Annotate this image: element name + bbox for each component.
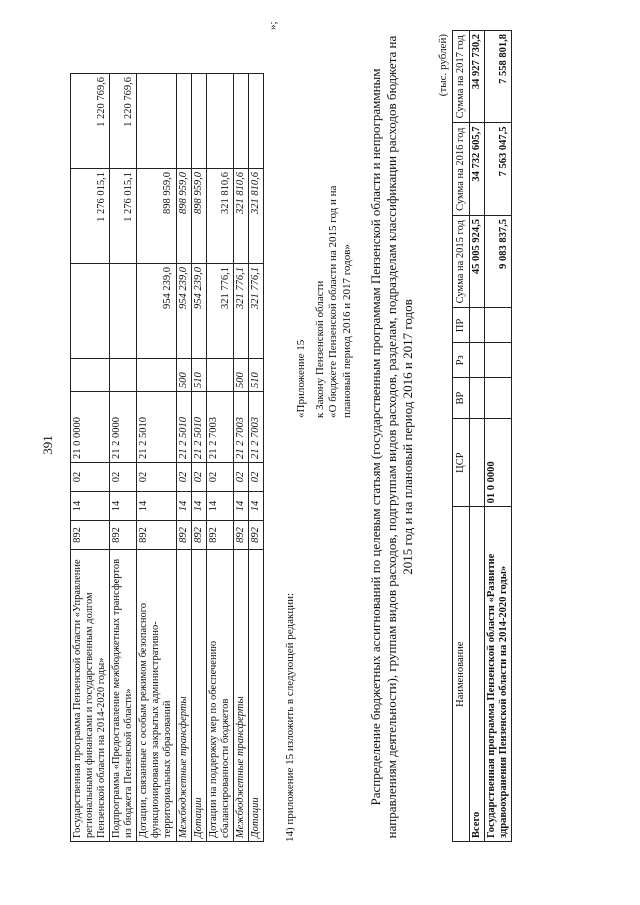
target-article-code: 21 2 5010 [137, 392, 176, 463]
section-code: 14 [137, 492, 176, 521]
subsection-code: 02 [233, 463, 248, 492]
table-row [191, 74, 206, 842]
admin-code: 892 [110, 521, 137, 550]
section-code [485, 343, 512, 378]
amount-2016: 1 276 015,1 [110, 169, 137, 264]
amount-2015 [71, 264, 110, 359]
amount-2015: 954 239,0 [191, 264, 206, 359]
amount-2017: 1 220 769,6 [110, 74, 137, 169]
col-header-csr: ЦСР [453, 418, 470, 506]
amendment-instruction: 14) приложение 15 изложить в следующей редакции: [284, 592, 296, 842]
appendix-line: «Приложение 15 [295, 339, 307, 418]
col-header-vr: ВР [453, 378, 470, 419]
amount-2017: 34 927 730,2 [470, 31, 485, 124]
amount-2017 [176, 74, 191, 169]
document-title: Распределение бюджетных ассигнований по целевым статьям (государственным программам Пензенской области и непрограммным направлениям деятельности), группам видов расходов, подгруппам видов расходов, разделам, подразделам классификации расходов бюджета на 2015 год и на плановый период 2016 и 2017 годов [368, 35, 415, 839]
target-article-code: 01 0 0000 [485, 418, 512, 506]
units-label: (тыс. рублей) [437, 34, 449, 97]
target-article-code: 21 2 5010 [176, 392, 191, 463]
table-row [71, 74, 110, 842]
table-row [110, 74, 137, 842]
row-name: Дотации [248, 550, 263, 842]
expense-type-code: 500 [233, 359, 248, 392]
appendix-header [295, 186, 354, 418]
subsection-code: 02 [248, 463, 263, 492]
expense-type-code: 500 [176, 359, 191, 392]
amount-2016: 34 732 605,7 [470, 123, 485, 215]
subsection-code: 02 [110, 463, 137, 492]
col-header-pr: ПР [453, 308, 470, 343]
section-code: 14 [110, 492, 137, 521]
amount-2016: 321 810,6 [233, 169, 248, 264]
subsection-code [470, 308, 485, 343]
amount-2016: 321 810,6 [206, 169, 233, 264]
rotated-page-content [40, 21, 600, 860]
target-article-code [470, 418, 485, 506]
row-name: Межбюджетные трансферты [233, 550, 248, 842]
col-header-name: Наименование [453, 507, 470, 842]
row-name: Государственная программа Пензенской области «Управление региональными финансами и государственным долгом Пензенской области на 2014-2020 годы» [71, 550, 110, 842]
admin-code: 892 [191, 521, 206, 550]
row-name: Дотации [191, 550, 206, 842]
table-header-row [453, 31, 470, 842]
col-header-2015: Сумма на 2015 год [453, 215, 470, 307]
expense-type-code: 510 [248, 359, 263, 392]
amount-2015: 321 776,1 [206, 264, 233, 359]
col-header-rz: Рз [453, 343, 470, 378]
appendix-line: плановый период 2016 и 2017 годов» [340, 244, 353, 418]
appendix-line: «О бюджете Пензенской области на 2015 год и на [327, 185, 340, 418]
table-row [485, 31, 512, 842]
expense-type-code [485, 378, 512, 419]
section-code: 14 [206, 492, 233, 521]
table-row [248, 74, 263, 842]
amount-2015: 321 776,1 [233, 264, 248, 359]
amount-2017 [206, 74, 233, 169]
amount-2015: 321 776,1 [248, 264, 263, 359]
amount-2015: 9 083 837,5 [485, 215, 512, 307]
amount-2015 [110, 264, 137, 359]
row-name: Всего [470, 507, 485, 842]
amount-2017: 1 220 769,6 [71, 74, 110, 169]
amount-2017 [137, 74, 176, 169]
amount-2017 [248, 74, 263, 169]
col-header-2017: Сумма на 2017 год [453, 31, 470, 124]
amount-2016: 321 810,6 [248, 169, 263, 264]
expense-type-code [470, 378, 485, 419]
expense-type-code [137, 359, 176, 392]
admin-code: 892 [233, 521, 248, 550]
amount-2015: 45 005 924,5 [470, 215, 485, 307]
section-code: 14 [233, 492, 248, 521]
subsection-code [485, 308, 512, 343]
amount-2017 [191, 74, 206, 169]
amount-2017 [233, 74, 248, 169]
expense-type-code [110, 359, 137, 392]
section-code: 14 [248, 492, 263, 521]
admin-code: 892 [206, 521, 233, 550]
amount-2016: 898 959,0 [137, 169, 176, 264]
amount-2016: 898 959,0 [176, 169, 191, 264]
amount-2015: 954 239,0 [137, 264, 176, 359]
amount-2016: 7 563 047,5 [485, 123, 512, 215]
subsection-code: 02 [191, 463, 206, 492]
subsection-code: 02 [71, 463, 110, 492]
table-row [137, 74, 176, 842]
target-article-code: 21 2 7003 [248, 392, 263, 463]
closing-quote-mark: »; [267, 21, 279, 30]
section-code: 14 [191, 492, 206, 521]
table-row [233, 74, 248, 842]
amount-2015: 954 239,0 [176, 264, 191, 359]
row-name: Государственная программа Пензенской области «Развитие здравоохранения Пензенской области на 2014-2020 годы» [485, 507, 512, 842]
subsection-code: 02 [176, 463, 191, 492]
table-row [206, 74, 233, 842]
amount-2017: 7 558 801,8 [485, 31, 512, 124]
row-name: Межбюджетные трансферты [176, 550, 191, 842]
section-code: 14 [71, 492, 110, 521]
target-article-code: 21 2 5010 [191, 392, 206, 463]
table-row [470, 31, 485, 842]
appendix-line: к Закону Пензенской области [314, 280, 327, 418]
target-article-code: 21 2 0000 [110, 392, 137, 463]
admin-code: 892 [176, 521, 191, 550]
row-name: Дотации, связанные с особым режимом безопасного функционирования закрытых административно-территориальных образований [137, 550, 176, 842]
budget-table [70, 73, 264, 842]
admin-code: 892 [248, 521, 263, 550]
row-name: Дотации на поддержку мер по обеспечению сбалансированности бюджетов [206, 550, 233, 842]
target-article-code: 21 0 0000 [71, 392, 110, 463]
target-article-code: 21 2 7003 [233, 392, 248, 463]
section-code: 14 [176, 492, 191, 521]
expense-type-code [206, 359, 233, 392]
expense-type-code: 510 [191, 359, 206, 392]
subsection-code: 02 [137, 463, 176, 492]
section-code [470, 343, 485, 378]
admin-code: 892 [71, 521, 110, 550]
amount-2016: 1 276 015,1 [71, 169, 110, 264]
admin-code: 892 [137, 521, 176, 550]
distribution-table [452, 30, 512, 842]
table-row [176, 74, 191, 842]
subsection-code: 02 [206, 463, 233, 492]
amount-2016: 898 959,0 [191, 169, 206, 264]
row-name: Подпрограмма «Предоставление межбюджетных трансфертов из бюджета Пензенской области» [110, 550, 137, 842]
expense-type-code [71, 359, 110, 392]
page-number: 391 [40, 435, 55, 455]
col-header-2016: Сумма на 2016 год [453, 123, 470, 215]
target-article-code: 21 2 7003 [206, 392, 233, 463]
